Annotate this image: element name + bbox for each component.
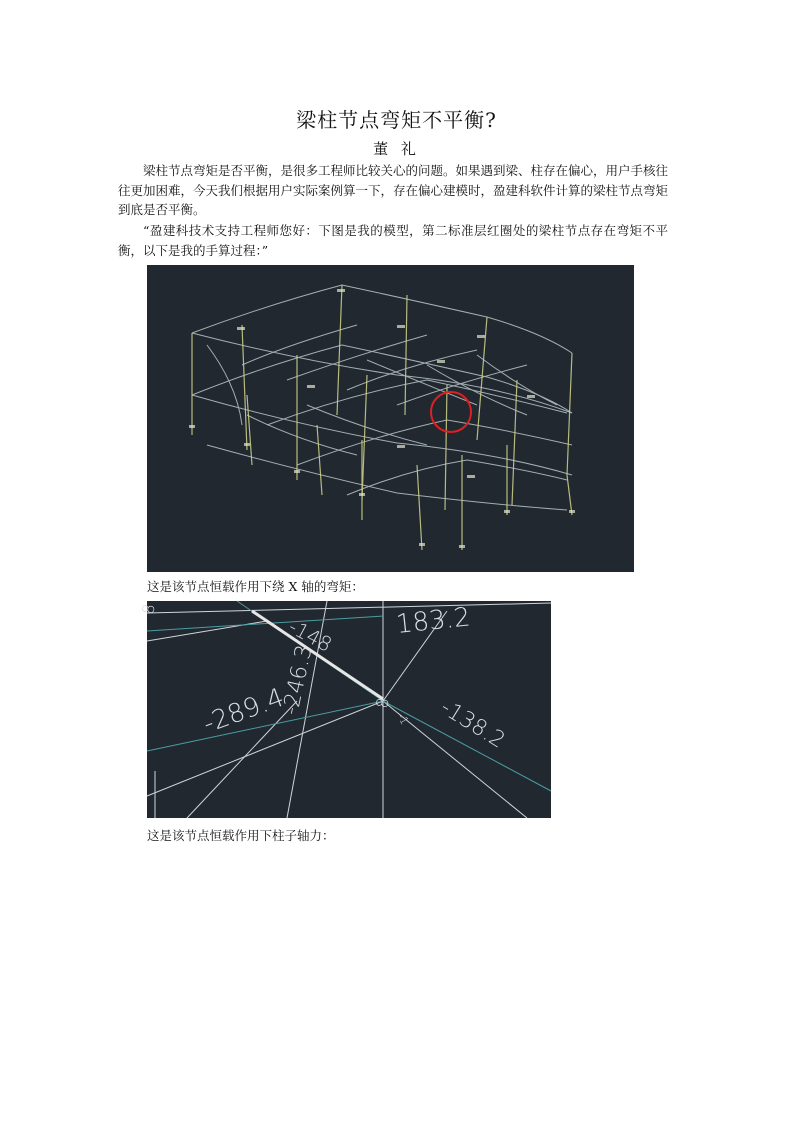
caption-moment: 这是该节点恒载作用下绕 X 轴的弯矩： (147, 579, 364, 594)
moment-label-7: 8 (138, 602, 159, 616)
paragraph-quote: “盈建科技术支持工程师您好：下图是我的模型，第二标准层红圈处的梁柱节点存在弯矩不平衡，以下是我的手算过程：” (118, 223, 668, 258)
paragraph-intro: 梁柱节点弯矩是否平衡，是很多工程师比较关心的问题。如果遇到梁、柱存在偏心，用户手核往往更加困难，今天我们根据用户实际案例算一下，存在偏心建模时，盈建科软件计算的梁柱节点弯矩到底是否平衡。 (118, 163, 669, 217)
moment-detail-drawing (138, 601, 551, 818)
frame-model-drawing (147, 265, 634, 572)
page-title: 梁柱节点弯矩不平衡? (296, 108, 497, 132)
caption-axial-force: 这是该节点恒载作用下柱子轴力： (147, 828, 335, 843)
moment-detail-figure (138, 601, 551, 818)
author-name: 董 礼 (373, 140, 420, 158)
moment-label-5: -138.2 (435, 694, 510, 754)
moment-label-6: 8 (372, 696, 393, 710)
moment-label-8: -1 (394, 711, 412, 727)
moment-label-4: -289.4 (199, 682, 289, 740)
moment-label-3: -246.3 (278, 642, 318, 718)
moment-label-2: -148 (284, 614, 336, 657)
highlight-circle (431, 392, 471, 432)
frame-model-figure (147, 265, 634, 572)
moment-label-1: 183.2 (394, 602, 472, 640)
